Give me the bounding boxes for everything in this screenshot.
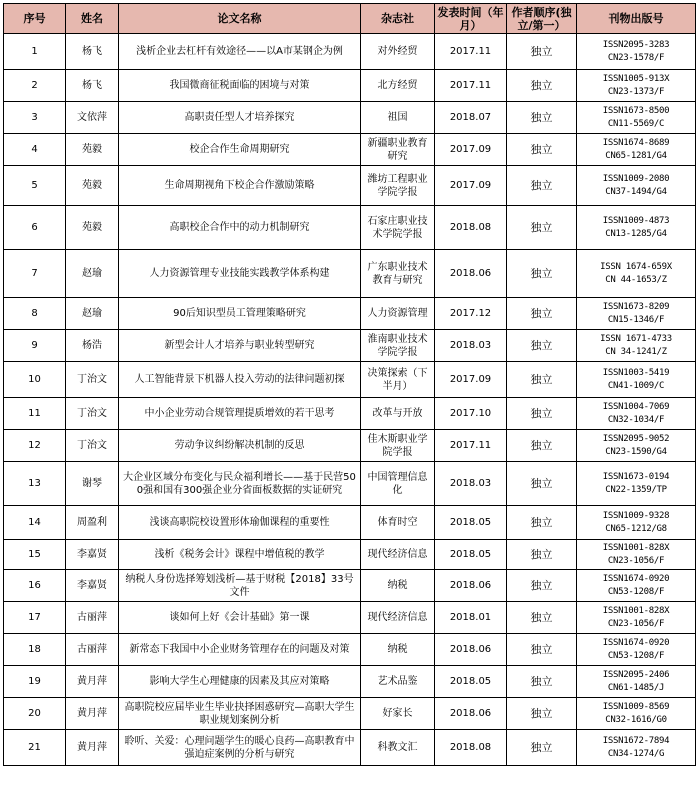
author-order: 独立 bbox=[507, 430, 577, 462]
publish-date: 2017.09 bbox=[435, 166, 507, 206]
cn-number: CN 34-1241/Z bbox=[605, 346, 667, 357]
row-number: 1 bbox=[4, 34, 66, 70]
publish-date: 2018.07 bbox=[435, 102, 507, 134]
author-name: 杨飞 bbox=[66, 70, 119, 102]
row-number: 16 bbox=[4, 570, 66, 602]
col-header-date: 发表时间（年月） bbox=[435, 4, 507, 34]
table-row bbox=[4, 430, 696, 462]
journal-name: 新疆职业教育研究 bbox=[361, 134, 435, 166]
issn-number: ISSN1005-913X bbox=[602, 73, 670, 84]
author-name: 杨飞 bbox=[66, 34, 119, 70]
publication-number bbox=[577, 298, 696, 330]
author-name: 赵瑜 bbox=[66, 298, 119, 330]
issn-number: ISSN1003-5419 bbox=[602, 367, 670, 378]
publication-number bbox=[577, 540, 696, 570]
paper-title: 校企合作生命周期研究 bbox=[119, 134, 361, 166]
cn-number: CN41-1009/C bbox=[607, 380, 665, 391]
author-order: 独立 bbox=[507, 298, 577, 330]
table-row bbox=[4, 330, 696, 362]
journal-name: 体育时空 bbox=[361, 506, 435, 540]
author-order: 独立 bbox=[507, 570, 577, 602]
publish-date: 2018.05 bbox=[435, 540, 507, 570]
paper-title: 高职责任型人才培养探究 bbox=[119, 102, 361, 134]
table-row bbox=[4, 134, 696, 166]
journal-name: 佳木斯职业学院学报 bbox=[361, 430, 435, 462]
papers-table bbox=[3, 3, 696, 766]
publish-date: 2017.11 bbox=[435, 430, 507, 462]
cn-number: CN37-1494/G4 bbox=[605, 186, 667, 197]
paper-title: 新常态下我国中小企业财务管理存在的问题及对策 bbox=[119, 634, 361, 666]
col-header-pubno: 刊物出版号 bbox=[577, 4, 696, 34]
col-header-no: 序号 bbox=[4, 4, 66, 34]
cn-number: CN11-5569/C bbox=[607, 118, 665, 129]
journal-name: 对外经贸 bbox=[361, 34, 435, 70]
publish-date: 2017.11 bbox=[435, 34, 507, 70]
table-row bbox=[4, 540, 696, 570]
publish-date: 2018.03 bbox=[435, 330, 507, 362]
journal-name: 现代经济信息 bbox=[361, 540, 435, 570]
publish-date: 2017.09 bbox=[435, 134, 507, 166]
journal-name: 改革与开放 bbox=[361, 398, 435, 430]
cn-number: CN22-1359/TP bbox=[605, 484, 667, 495]
author-name: 古丽萍 bbox=[66, 602, 119, 634]
row-number: 14 bbox=[4, 506, 66, 540]
author-order: 独立 bbox=[507, 250, 577, 298]
author-name: 李嘉贤 bbox=[66, 570, 119, 602]
row-number: 13 bbox=[4, 462, 66, 506]
paper-title: 高职校企合作中的动力机制研究 bbox=[119, 206, 361, 250]
paper-title: 人工智能背景下机器人投入劳动的法律问题初探 bbox=[119, 362, 361, 398]
paper-title: 聆听、关爱：心理问题学生的暖心良药—高职教育中强迫症案例的分析与研究 bbox=[119, 730, 361, 766]
journal-name: 潍坊工程职业学院学报 bbox=[361, 166, 435, 206]
paper-title: 大企业区域分布变化与民众福利增长——基于民营500强和国有300强企业分省面板数据的实证研究 bbox=[119, 462, 361, 506]
author-order: 独立 bbox=[507, 70, 577, 102]
publish-date: 2018.05 bbox=[435, 506, 507, 540]
publication-number bbox=[577, 34, 696, 70]
row-number: 9 bbox=[4, 330, 66, 362]
issn-number: ISSN2095-9052 bbox=[602, 433, 670, 444]
journal-name: 广东职业技术教育与研究 bbox=[361, 250, 435, 298]
table-row bbox=[4, 506, 696, 540]
author-order: 独立 bbox=[507, 666, 577, 698]
author-order: 独立 bbox=[507, 398, 577, 430]
row-number: 3 bbox=[4, 102, 66, 134]
paper-title: 90后知识型员工管理策略研究 bbox=[119, 298, 361, 330]
row-number: 19 bbox=[4, 666, 66, 698]
row-number: 17 bbox=[4, 602, 66, 634]
journal-name: 淮南职业技术学院学报 bbox=[361, 330, 435, 362]
paper-title: 中小企业劳动合规管理提质增效的若干思考 bbox=[119, 398, 361, 430]
publication-number bbox=[577, 506, 696, 540]
author-name: 丁治文 bbox=[66, 362, 119, 398]
row-number: 10 bbox=[4, 362, 66, 398]
issn-number: ISSN1009-4873 bbox=[602, 215, 670, 226]
journal-name: 中国管理信息化 bbox=[361, 462, 435, 506]
table-row bbox=[4, 698, 696, 730]
author-name: 黄月萍 bbox=[66, 730, 119, 766]
author-order: 独立 bbox=[507, 634, 577, 666]
author-name: 丁治文 bbox=[66, 430, 119, 462]
author-name: 苑毅 bbox=[66, 206, 119, 250]
issn-number: ISSN1673-8500 bbox=[602, 105, 670, 116]
row-number: 6 bbox=[4, 206, 66, 250]
paper-title: 浅析《税务会计》课程中增值税的教学 bbox=[119, 540, 361, 570]
author-order: 独立 bbox=[507, 330, 577, 362]
publication-number bbox=[577, 70, 696, 102]
table-row bbox=[4, 206, 696, 250]
author-order: 独立 bbox=[507, 462, 577, 506]
row-number: 21 bbox=[4, 730, 66, 766]
col-header-order: 作者顺序(独立/第一） bbox=[507, 4, 577, 34]
paper-title: 影响大学生心理健康的因素及其应对策略 bbox=[119, 666, 361, 698]
issn-number: ISSN 1674-659X bbox=[600, 261, 672, 272]
author-name: 谢琴 bbox=[66, 462, 119, 506]
journal-name: 石家庄职业技术学院学报 bbox=[361, 206, 435, 250]
issn-number: ISSN1009-2080 bbox=[602, 173, 670, 184]
author-order: 独立 bbox=[507, 34, 577, 70]
issn-number: ISSN2095-2406 bbox=[602, 669, 670, 680]
row-number: 7 bbox=[4, 250, 66, 298]
cn-number: CN 44-1653/Z bbox=[605, 274, 667, 285]
row-number: 2 bbox=[4, 70, 66, 102]
cn-number: CN23-1056/F bbox=[607, 618, 665, 629]
cn-number: CN65-1281/G4 bbox=[605, 150, 667, 161]
issn-number: ISSN1673-0194 bbox=[602, 471, 670, 482]
publication-number bbox=[577, 398, 696, 430]
author-order: 独立 bbox=[507, 698, 577, 730]
issn-number: ISSN1674-8689 bbox=[602, 137, 670, 148]
issn-number: ISSN 1671-4733 bbox=[600, 333, 672, 344]
author-order: 独立 bbox=[507, 730, 577, 766]
publication-number bbox=[577, 570, 696, 602]
paper-title: 生命周期视角下校企合作激励策略 bbox=[119, 166, 361, 206]
table-row bbox=[4, 462, 696, 506]
publication-number bbox=[577, 250, 696, 298]
table-row bbox=[4, 398, 696, 430]
author-name: 杨浩 bbox=[66, 330, 119, 362]
table-row bbox=[4, 570, 696, 602]
cn-number: CN23-1373/F bbox=[607, 86, 665, 97]
table-row bbox=[4, 362, 696, 398]
journal-name: 祖国 bbox=[361, 102, 435, 134]
cn-number: CN32-1616/G0 bbox=[605, 714, 667, 725]
cn-number: CN13-1285/G4 bbox=[605, 228, 667, 239]
author-order: 独立 bbox=[507, 540, 577, 570]
publish-date: 2018.08 bbox=[435, 206, 507, 250]
issn-number: ISSN1673-8209 bbox=[602, 301, 670, 312]
author-order: 独立 bbox=[507, 602, 577, 634]
publish-date: 2017.12 bbox=[435, 298, 507, 330]
publish-date: 2017.10 bbox=[435, 398, 507, 430]
journal-name: 决策探索（下半月） bbox=[361, 362, 435, 398]
table-row bbox=[4, 34, 696, 70]
author-order: 独立 bbox=[507, 102, 577, 134]
paper-title: 新型会计人才培养与职业转型研究 bbox=[119, 330, 361, 362]
journal-name: 艺术品鉴 bbox=[361, 666, 435, 698]
publication-number bbox=[577, 602, 696, 634]
author-name: 黄月萍 bbox=[66, 698, 119, 730]
author-order: 独立 bbox=[507, 206, 577, 250]
journal-name: 人力资源管理 bbox=[361, 298, 435, 330]
cn-number: CN23-1590/G4 bbox=[605, 446, 667, 457]
col-header-name: 姓名 bbox=[66, 4, 119, 34]
row-number: 20 bbox=[4, 698, 66, 730]
issn-number: ISSN1001-828X bbox=[602, 542, 670, 553]
publish-date: 2018.05 bbox=[435, 666, 507, 698]
cn-number: CN61-1485/J bbox=[607, 682, 665, 693]
row-number: 15 bbox=[4, 540, 66, 570]
paper-title: 浅谈高职院校设置形体瑜伽课程的重要性 bbox=[119, 506, 361, 540]
publish-date: 2017.11 bbox=[435, 70, 507, 102]
publication-number bbox=[577, 430, 696, 462]
paper-title: 人力资源管理专业技能实践教学体系构建 bbox=[119, 250, 361, 298]
row-number: 11 bbox=[4, 398, 66, 430]
publication-number bbox=[577, 462, 696, 506]
row-number: 8 bbox=[4, 298, 66, 330]
row-number: 18 bbox=[4, 634, 66, 666]
journal-name: 纳税 bbox=[361, 570, 435, 602]
journal-name: 好家长 bbox=[361, 698, 435, 730]
journal-name: 北方经贸 bbox=[361, 70, 435, 102]
paper-title: 高职院校应届毕业生毕业抉择困惑研究—高职大学生职业规划案例分析 bbox=[119, 698, 361, 730]
table-row bbox=[4, 250, 696, 298]
author-order: 独立 bbox=[507, 362, 577, 398]
publication-number bbox=[577, 698, 696, 730]
publish-date: 2018.06 bbox=[435, 570, 507, 602]
publication-number bbox=[577, 102, 696, 134]
row-number: 4 bbox=[4, 134, 66, 166]
author-name: 周盈利 bbox=[66, 506, 119, 540]
table-row bbox=[4, 634, 696, 666]
paper-title: 纳税人身份选择筹划浅析—基于财税【2018】33号文件 bbox=[119, 570, 361, 602]
publish-date: 2018.08 bbox=[435, 730, 507, 766]
author-name: 黄月萍 bbox=[66, 666, 119, 698]
table-row bbox=[4, 602, 696, 634]
author-name: 古丽萍 bbox=[66, 634, 119, 666]
issn-number: ISSN1672-7894 bbox=[602, 735, 670, 746]
cn-number: CN23-1578/F bbox=[607, 52, 665, 63]
publish-date: 2018.03 bbox=[435, 462, 507, 506]
author-name: 苑毅 bbox=[66, 134, 119, 166]
cn-number: CN53-1208/F bbox=[607, 586, 665, 597]
publication-number bbox=[577, 666, 696, 698]
publish-date: 2017.09 bbox=[435, 362, 507, 398]
table-row bbox=[4, 70, 696, 102]
table-row bbox=[4, 166, 696, 206]
table-row bbox=[4, 298, 696, 330]
cn-number: CN32-1034/F bbox=[607, 414, 665, 425]
issn-number: ISSN1674-0920 bbox=[602, 637, 670, 648]
paper-title: 浅析企业去杠杆有效途径——以A市某钢企为例 bbox=[119, 34, 361, 70]
cn-number: CN65-1212/G8 bbox=[605, 523, 667, 534]
table-row bbox=[4, 730, 696, 766]
author-name: 苑毅 bbox=[66, 166, 119, 206]
paper-title: 我国微商征税面临的困境与对策 bbox=[119, 70, 361, 102]
publish-date: 2018.06 bbox=[435, 634, 507, 666]
paper-title: 劳动争议纠纷解决机制的反思 bbox=[119, 430, 361, 462]
journal-name: 现代经济信息 bbox=[361, 602, 435, 634]
journal-name: 科教文汇 bbox=[361, 730, 435, 766]
paper-title: 谈如何上好《会计基础》第一课 bbox=[119, 602, 361, 634]
col-header-journal: 杂志社 bbox=[361, 4, 435, 34]
issn-number: ISSN1004-7069 bbox=[602, 401, 670, 412]
author-order: 独立 bbox=[507, 134, 577, 166]
author-name: 李嘉贤 bbox=[66, 540, 119, 570]
cn-number: CN15-1346/F bbox=[607, 314, 665, 325]
publication-number bbox=[577, 730, 696, 766]
header-row bbox=[4, 4, 696, 34]
author-name: 文依萍 bbox=[66, 102, 119, 134]
journal-name: 纳税 bbox=[361, 634, 435, 666]
row-number: 12 bbox=[4, 430, 66, 462]
publish-date: 2018.01 bbox=[435, 602, 507, 634]
publish-date: 2018.06 bbox=[435, 698, 507, 730]
cn-number: CN53-1208/F bbox=[607, 650, 665, 661]
row-number: 5 bbox=[4, 166, 66, 206]
issn-number: ISSN2095-3283 bbox=[602, 39, 670, 50]
publication-number bbox=[577, 634, 696, 666]
cn-number: CN34-1274/G bbox=[607, 748, 665, 759]
author-name: 赵瑜 bbox=[66, 250, 119, 298]
table-row bbox=[4, 102, 696, 134]
issn-number: ISSN1009-8569 bbox=[602, 701, 670, 712]
publish-date: 2018.06 bbox=[435, 250, 507, 298]
issn-number: ISSN1001-828X bbox=[602, 605, 670, 616]
publication-number bbox=[577, 134, 696, 166]
publication-number bbox=[577, 330, 696, 362]
author-name: 丁治文 bbox=[66, 398, 119, 430]
col-header-title: 论文名称 bbox=[119, 4, 361, 34]
cn-number: CN23-1056/F bbox=[607, 555, 665, 566]
issn-number: ISSN1009-9328 bbox=[602, 510, 670, 521]
table-row bbox=[4, 666, 696, 698]
author-order: 独立 bbox=[507, 166, 577, 206]
author-order: 独立 bbox=[507, 506, 577, 540]
publication-number bbox=[577, 166, 696, 206]
publication-number bbox=[577, 362, 696, 398]
publication-number bbox=[577, 206, 696, 250]
issn-number: ISSN1674-0920 bbox=[602, 573, 670, 584]
